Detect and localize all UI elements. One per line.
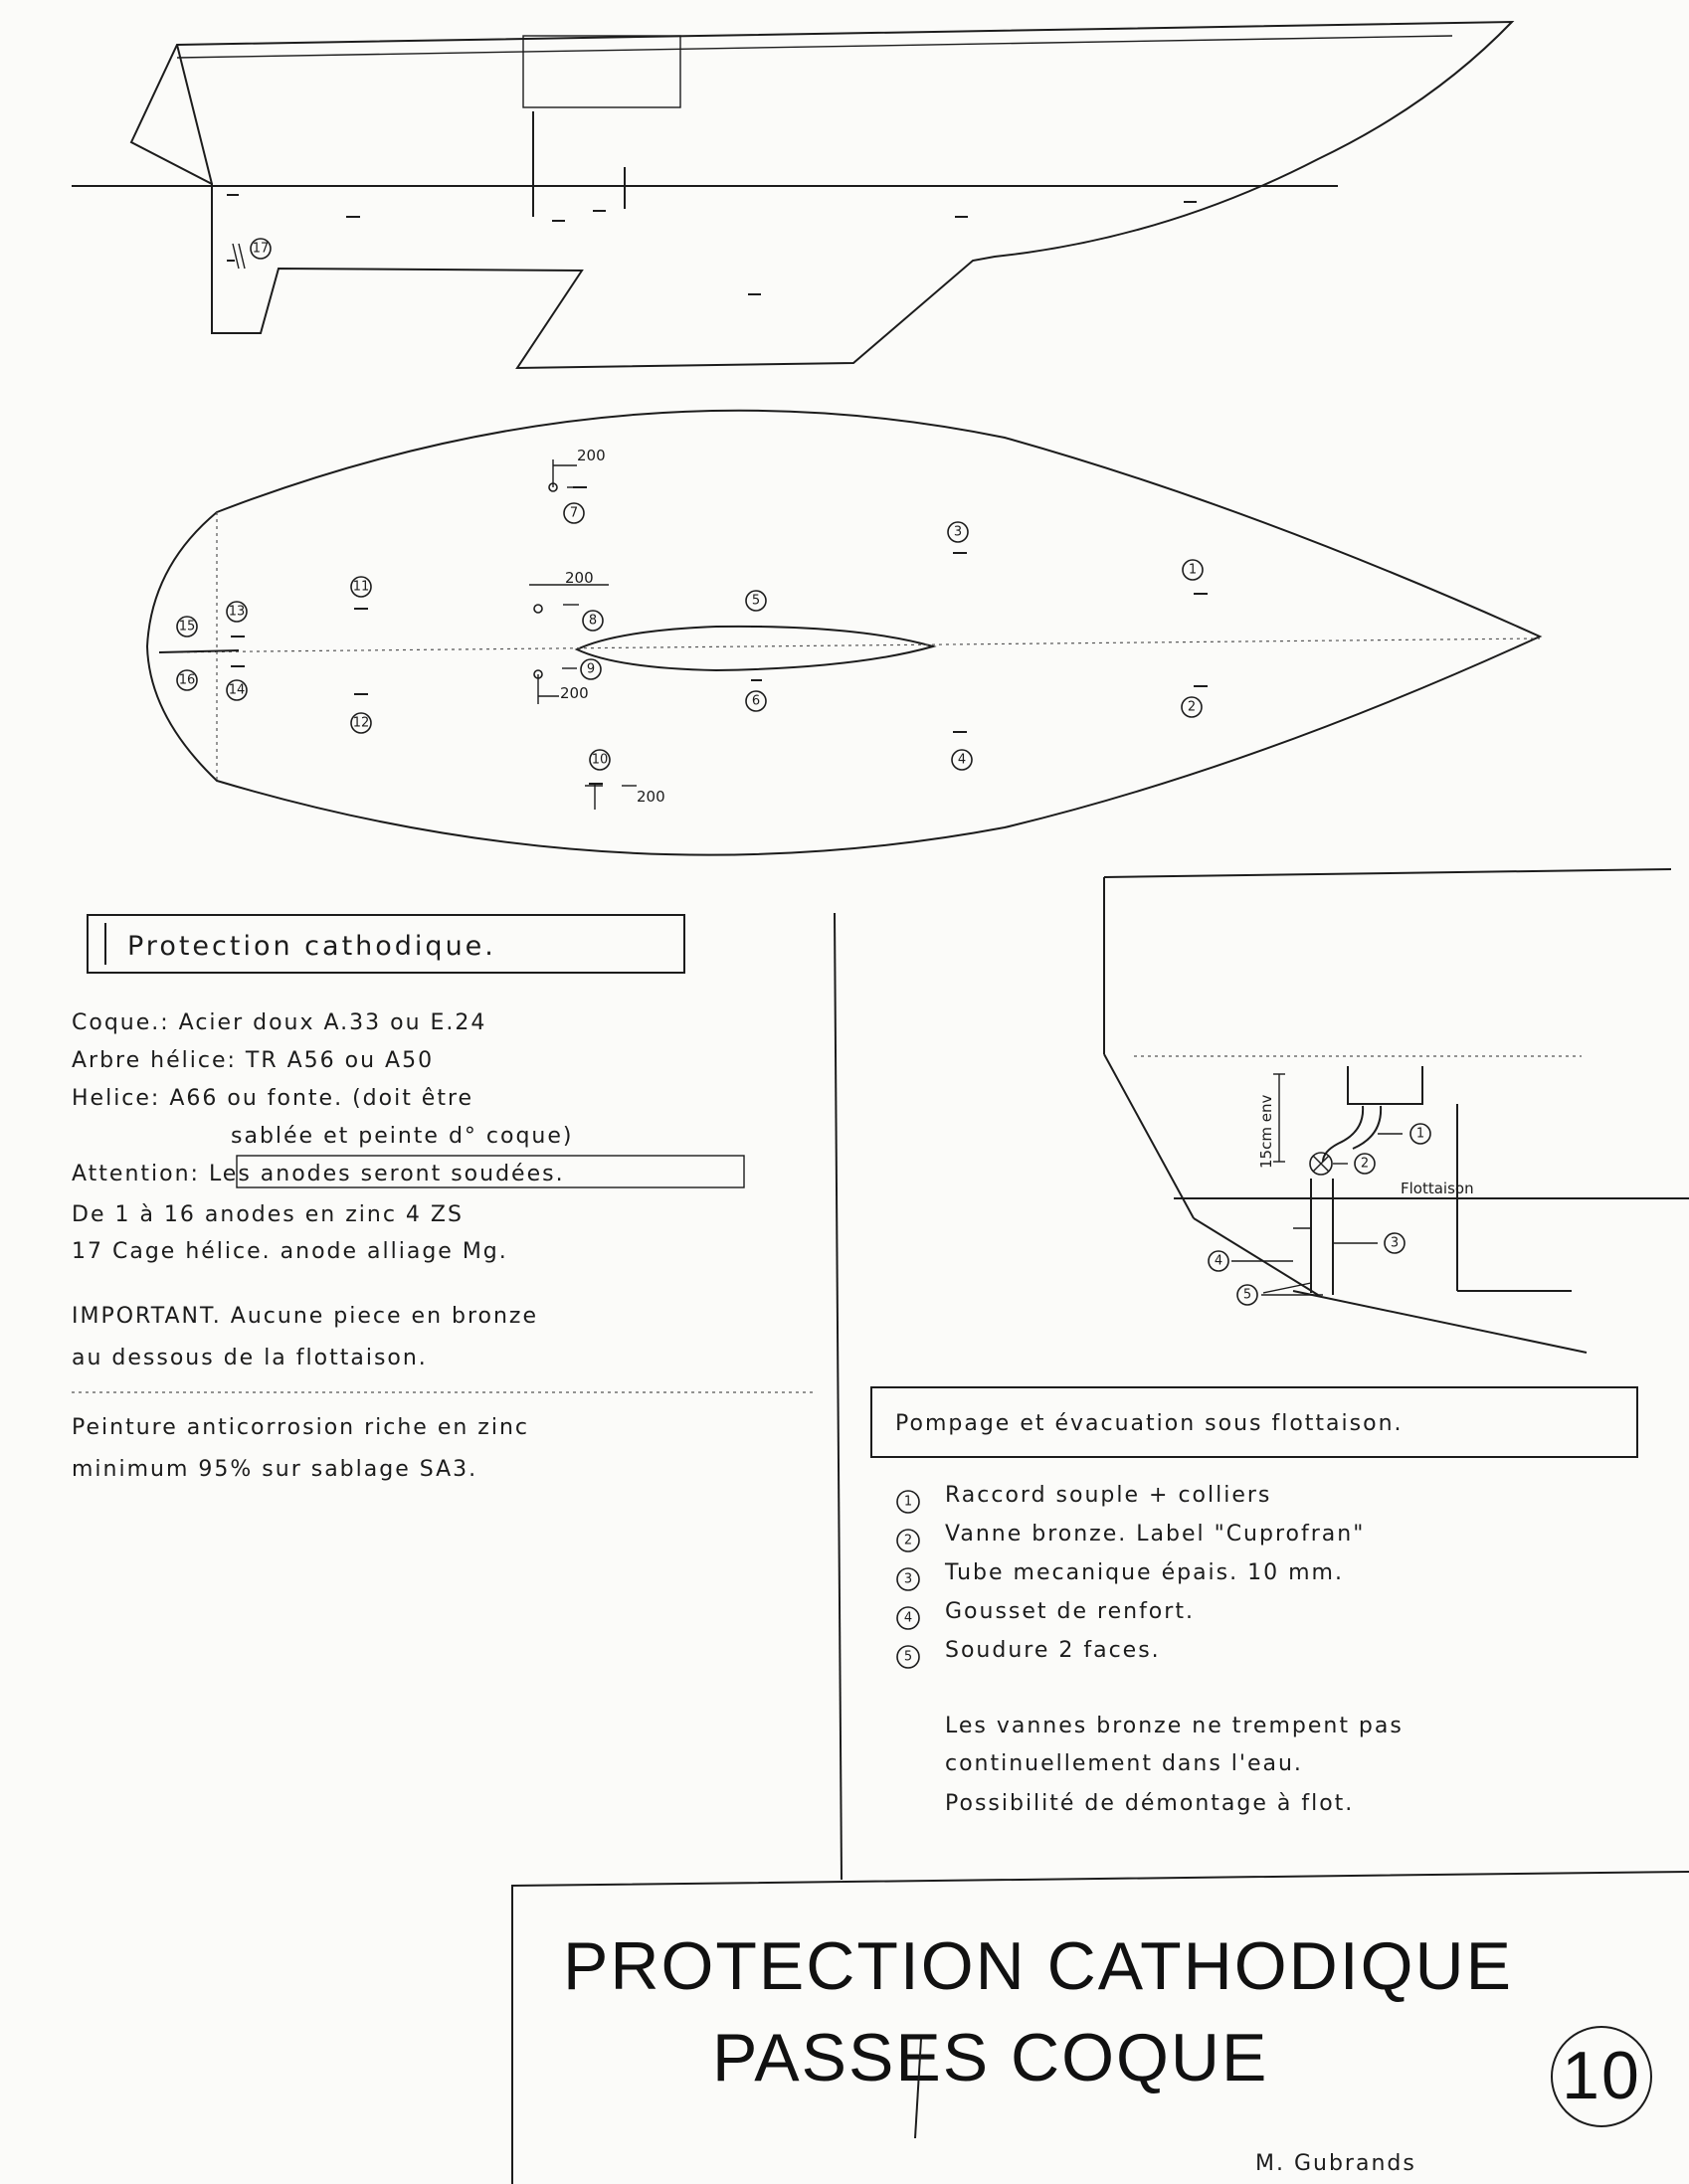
svg-text:9: 9: [586, 661, 596, 677]
svg-text:11: 11: [352, 579, 370, 595]
pumping-item: [897, 1599, 1195, 1629]
callout-1: 1: [1415, 1126, 1425, 1142]
svg-text:5: 5: [903, 1649, 913, 1665]
anode-marker: [177, 670, 197, 690]
centerline: [159, 638, 1540, 652]
svg-text:Tube mecanique épais. 10 mm.: Tube mecanique épais. 10 mm.: [945, 1560, 1344, 1585]
callout-5: 5: [1242, 1287, 1252, 1303]
anode-marker: [227, 602, 247, 622]
dimension-9: [538, 668, 589, 704]
important-line: IMPORTANT. Aucune piece en bronze: [72, 1304, 539, 1329]
dimension-label: 200: [577, 447, 606, 464]
anode-marker: [1182, 697, 1202, 717]
anode-marker: [351, 713, 371, 733]
dimension-8: [529, 569, 609, 605]
dimension-10: [585, 784, 665, 810]
pumping-note: Possibilité de démontage à flot.: [945, 1791, 1355, 1816]
through-hull-detail: [1104, 869, 1689, 1353]
protection-heading: Protection cathodique.: [127, 931, 496, 962]
svg-text:2: 2: [1187, 699, 1197, 715]
hull-profile: [131, 22, 1512, 368]
svg-text:Raccord souple + colliers: Raccord souple + colliers: [945, 1483, 1272, 1508]
anode-marker: [746, 691, 766, 711]
svg-text:15: 15: [178, 619, 196, 635]
plan-anode-bars: [228, 487, 1208, 784]
dimension-label: 200: [565, 569, 594, 587]
svg-text:7: 7: [569, 505, 579, 521]
dimension-label: 200: [637, 788, 665, 806]
svg-text:4: 4: [903, 1610, 913, 1626]
anode-marker: [1183, 560, 1203, 580]
anode-17-label: 17: [252, 241, 270, 257]
note-line: 17 Cage hélice. anode alliage Mg.: [72, 1239, 508, 1264]
note-line: De 1 à 16 anodes en zinc 4 ZS: [72, 1202, 464, 1227]
anode-marker: [351, 577, 371, 597]
svg-text:4: 4: [957, 752, 967, 768]
title-line-2: PASSES COQUE: [712, 2020, 1269, 2095]
svg-text:3: 3: [903, 1571, 913, 1587]
callout-4: 4: [1214, 1253, 1223, 1269]
anode-marker: [952, 750, 972, 770]
svg-text:6: 6: [751, 693, 761, 709]
side-anode-marks: [227, 195, 1197, 294]
note-line: Arbre hélice: TR A56 ou A50: [72, 1048, 435, 1073]
svg-text:1: 1: [1188, 562, 1198, 578]
pumping-heading: Pompage et évacuation sous flottaison.: [895, 1411, 1404, 1436]
note-line: Coque.: Acier doux A.33 ou E.24: [72, 1010, 487, 1035]
stern-profile: [177, 45, 212, 184]
pumping-item: [897, 1483, 1271, 1513]
svg-text:Soudure 2 faces.: Soudure 2 faces.: [945, 1638, 1161, 1663]
deck-sheer: [177, 36, 1452, 58]
side-view: [72, 22, 1512, 368]
note-line: Attention: Les anodes seront soudées.: [72, 1162, 565, 1186]
pumping-item: [897, 1522, 1365, 1551]
svg-text:1: 1: [903, 1494, 913, 1510]
note-line: sablée et peinte d° coque): [231, 1124, 574, 1149]
svg-text:16: 16: [178, 672, 196, 688]
plan-view: [147, 411, 1540, 855]
anode-marker: [581, 659, 601, 679]
svg-text:13: 13: [228, 604, 246, 620]
anode-marker: [590, 750, 610, 770]
sheet-number: 10: [1562, 2038, 1641, 2113]
skeg: [159, 650, 239, 652]
height-label: 15cm env: [1257, 1094, 1275, 1169]
hull-planform: [147, 411, 1540, 855]
title-line-1: PROTECTION CATHODIQUE: [563, 1928, 1513, 2004]
pumping-item: [897, 1560, 1344, 1590]
paint-line: Peinture anticorrosion riche en zinc: [72, 1415, 529, 1440]
anode-marker: [746, 591, 766, 611]
anode-marker: [583, 611, 603, 631]
svg-text:Gousset de renfort.: Gousset de renfort.: [945, 1599, 1195, 1624]
dimension-label: 200: [560, 684, 589, 702]
deckhouse: [523, 36, 680, 107]
protection-notes: [72, 915, 744, 1482]
through-hull-8: [534, 605, 542, 613]
svg-text:2: 2: [903, 1533, 913, 1548]
svg-text:10: 10: [591, 752, 609, 768]
svg-text:Vanne bronze. Label "Cuprofran: Vanne bronze. Label "Cuprofran": [945, 1522, 1366, 1547]
svg-text:12: 12: [352, 715, 370, 731]
anode-marker: [948, 522, 968, 542]
pumping-note: Les vannes bronze ne trempent pas: [945, 1714, 1404, 1738]
paint-line: minimum 95% sur sablage SA3.: [72, 1457, 478, 1482]
callout-3: 3: [1390, 1235, 1400, 1251]
svg-text:14: 14: [228, 682, 246, 698]
rudder-anode-17: [233, 239, 271, 269]
anode-marker: [227, 680, 247, 700]
title-block: [512, 1872, 1689, 2184]
waterline-label: Flottaison: [1401, 1180, 1474, 1197]
svg-text:3: 3: [953, 524, 963, 540]
pumping-item: [897, 1638, 1161, 1668]
callout-2: 2: [1360, 1156, 1370, 1172]
column-divider: [835, 913, 842, 1880]
svg-text:8: 8: [588, 613, 598, 629]
dimension-7: [553, 447, 606, 487]
note-line: Helice: A66 ou fonte. (doit être: [72, 1086, 474, 1111]
pumping-notes: [871, 1387, 1637, 1816]
keel-fin: [577, 627, 933, 670]
anode-marker: [564, 503, 584, 523]
pumping-note: continuellement dans l'eau.: [945, 1751, 1303, 1776]
anode-marker: [177, 617, 197, 637]
signature: M. Gubrands: [1255, 2151, 1416, 2176]
important-line: au dessous de la flottaison.: [72, 1346, 428, 1370]
svg-text:5: 5: [751, 593, 761, 609]
